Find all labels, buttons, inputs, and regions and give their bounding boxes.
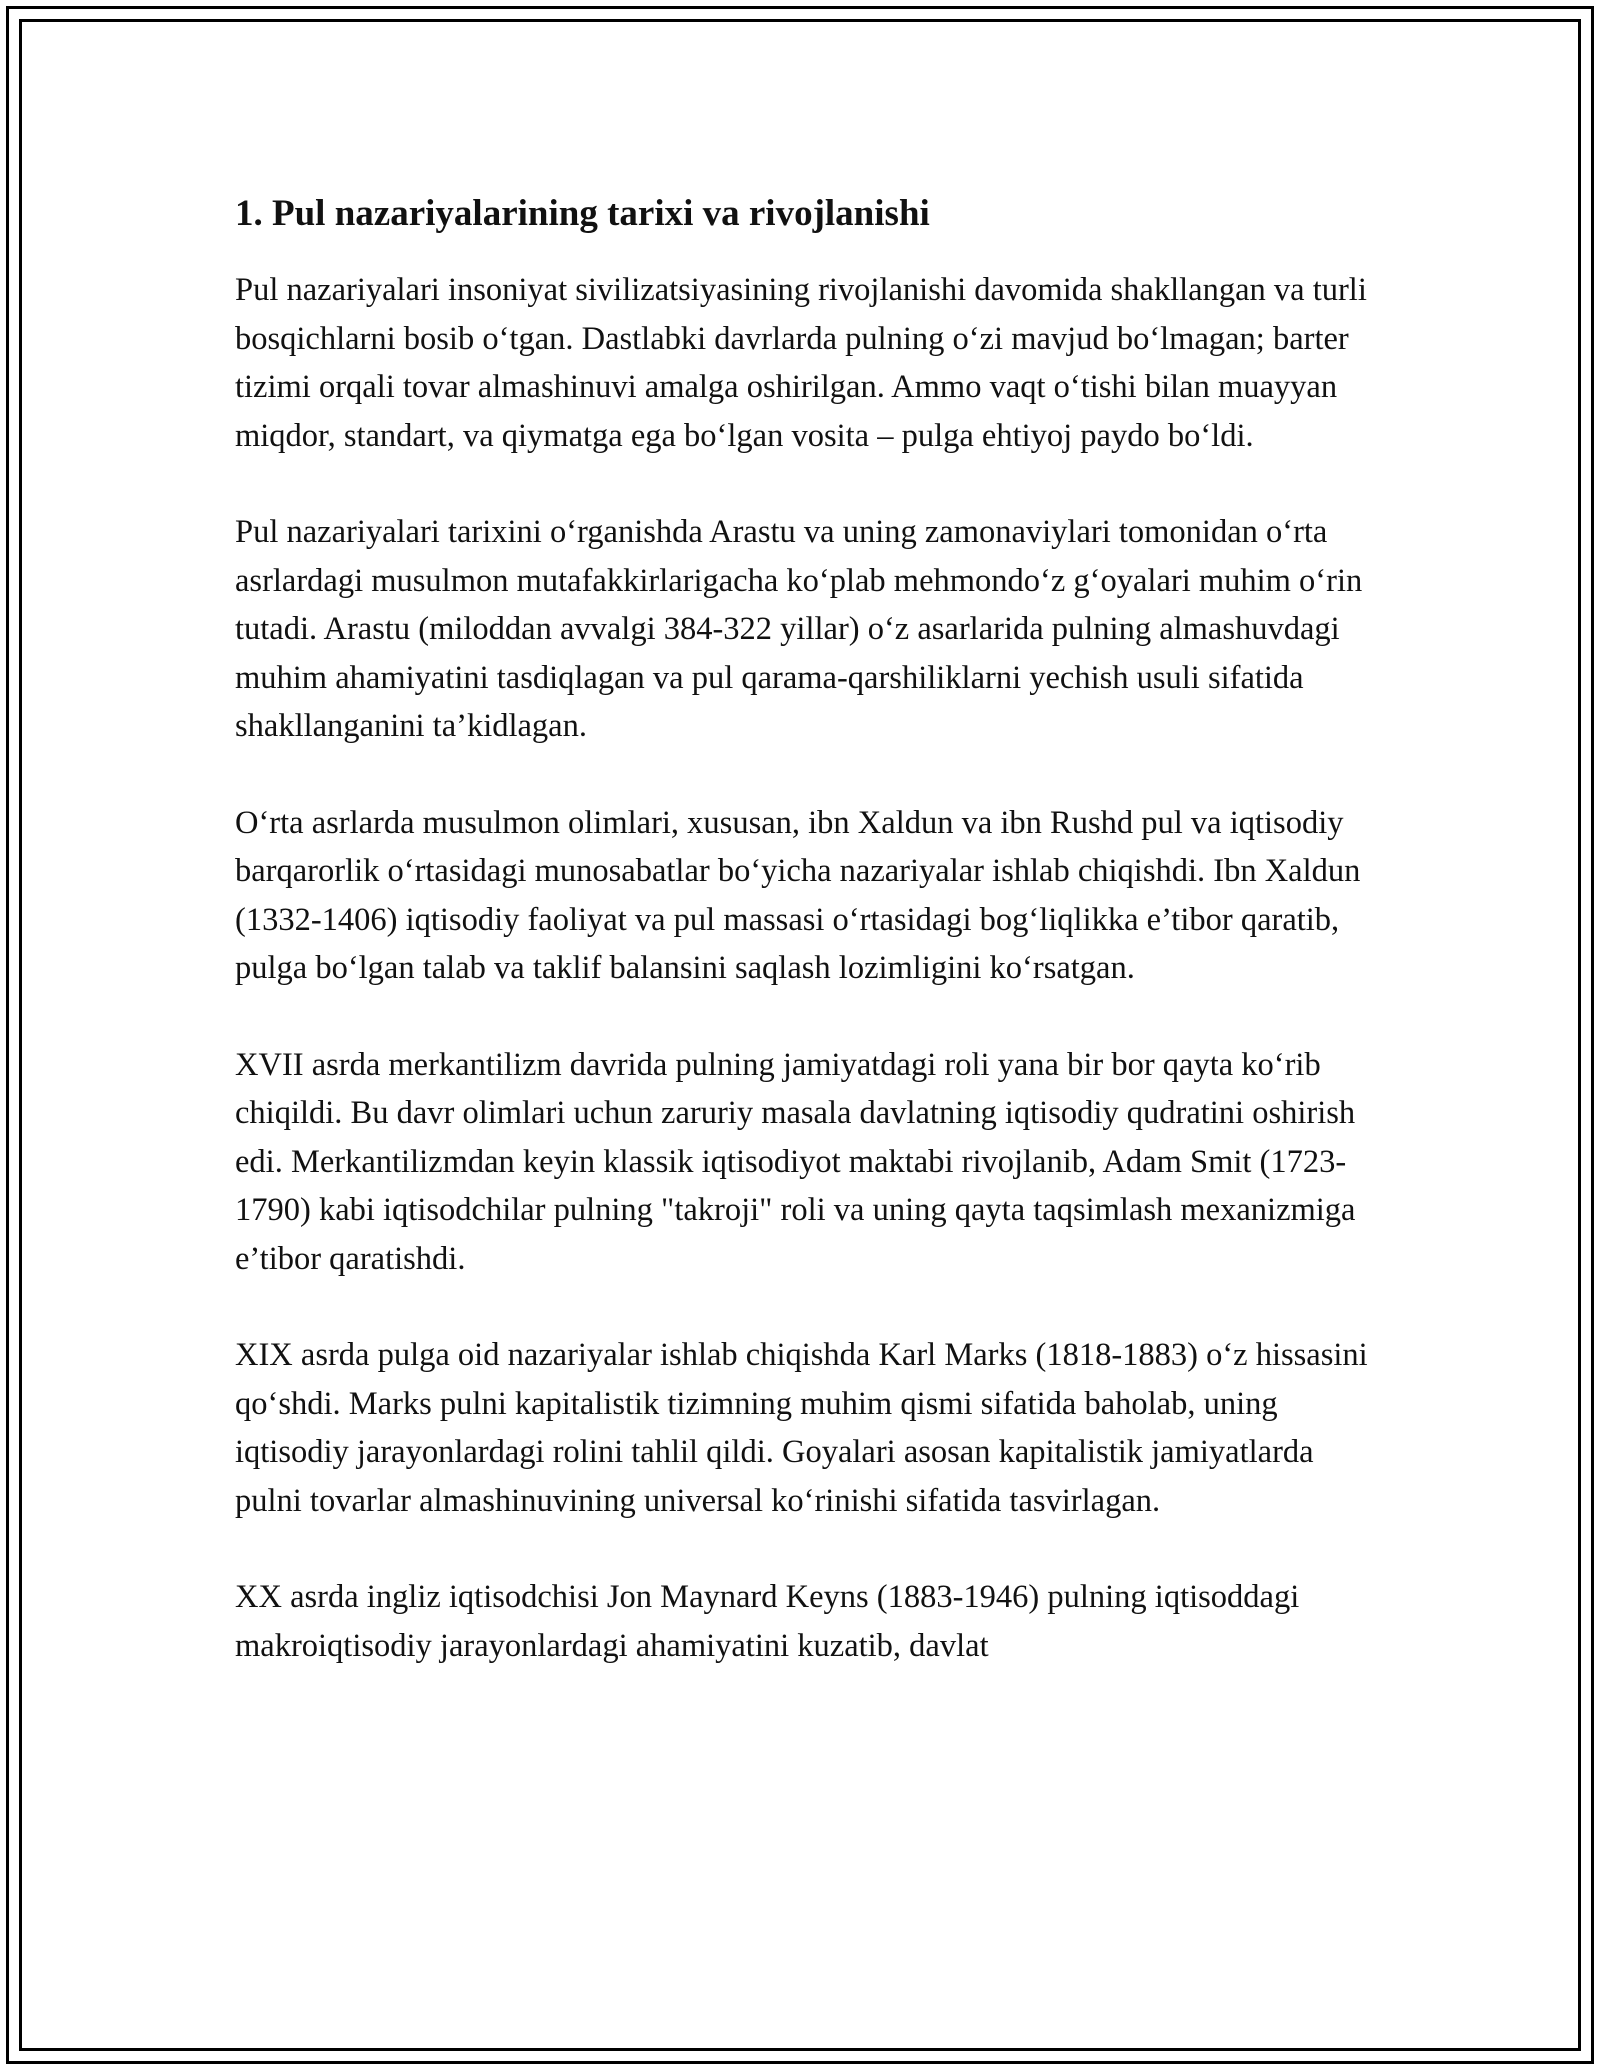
paragraph-4: XVII asrda merkantilizm davrida pulning jamiyatdagi roli yana bir bor qayta koʻrib chiqildi. Bu davr olimlari uchun zaruriy masala davlatning iqtisodiy qudratini oshirish edi. Merkantilizmdan keyin klassik iqtisodiyot maktabi rivojlanib, Adam Smit (1723-1790) kabi iqtisodchilar pulning "takroji" roli va uning qayta taqsimlash mexanizmiga e’tibor qaratishdi. [235, 1046, 1356, 1277]
section-heading: 1. Pul nazariyalarining tarixi va rivojlanishi [235, 193, 930, 234]
paragraph-1: Pul nazariyalari insoniyat sivilizatsiyasining rivojlanishi davomida shakllangan va turli bosqichlarni bosib oʻtgan. Dastlabki davrlarda pulning oʻzi mavjud boʻlmagan; barter tizimi orqali tovar almashinuvi amalga oshirilgan. Ammo vaqt oʻtishi bilan muayyan miqdor, standart, va qiymatga ega boʻlgan vosita – pulga ehtiyoj paydo boʻldi. [235, 272, 1367, 454]
paragraph-5: XIX asrda pulga oid nazariyalar ishlab chiqishda Karl Marks (1818-1883) oʻz hissasini qoʻshdi. Marks pulni kapitalistik tizimning muhim qismi sifatida baholab, uning iqtisodiy jarayonlardagi rolini tahlil qildi. Goyalari asosan kapitalistik jamiyatlarda pulni tovarlar almashinuvining universal koʻrinishi sifatida tasvirlagan. [235, 1337, 1368, 1519]
paragraph-3: Oʻrta asrlarda musulmon olimlari, xususan, ibn Xaldun va ibn Rushd pul va iqtisodiy barqarorlik oʻrtasidagi munosabatlar boʻyicha nazariyalar ishlab chiqishdi. Ibn Xaldun (1332-1406) iqtisodiy faoliyat va pul massasi oʻrtasidagi bogʻliqlikka e’tibor qaratib, pulga boʻlgan talab va taklif balansini saqlash lozimligini koʻrsatgan. [235, 804, 1361, 986]
paragraph-6: XX asrda ingliz iqtisodchisi Jon Maynard Keyns (1883-1946) pulning iqtisoddagi makroiqtisodiy jarayonlardagi ahamiyatini kuzatib, davlat [235, 1579, 1300, 1664]
paragraph-2: Pul nazariyalari tarixini oʻrganishda Arastu va uning zamonaviylari tomonidan oʻrta asrlardagi musulmon mutafakkirlarigacha koʻplab mehmondoʻz gʻoyalari muhim oʻrin tutadi. Arastu (miloddan avvalgi 384-322 yillar) oʻz asarlarida pulning almashuvdagi muhim ahamiyatini tasdiqlagan va pul qarama-qarshiliklarni yechish usuli sifatida shakllanganini ta’kidlagan. [235, 514, 1363, 744]
document-body [235, 188, 1375, 1718]
